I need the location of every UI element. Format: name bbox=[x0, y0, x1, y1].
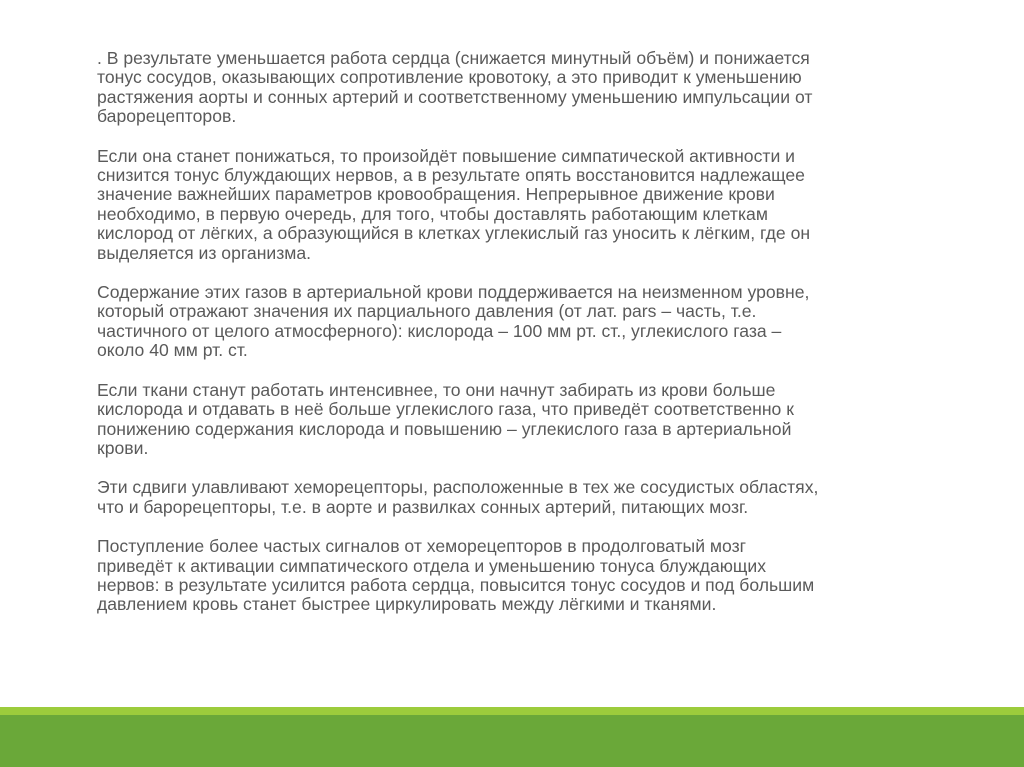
paragraph-tissue-activity: Если ткани станут работать интенсивнее, то они начнут забирать из крови больше кислорода и отдавать в неё больше углекислого газа, что приведёт соответственно к понижению содержания кислорода и повышению – углекислого газа в артериальной крови. bbox=[97, 379, 794, 458]
slide-body-text bbox=[97, 49, 957, 635]
paragraph-partial-pressure: Содержание этих газов в артериальной крови поддерживается на неизменном уровне, который отражают значения их парциального давления (от лат. pars – часть, т.е. частичного от целого атмосферного): кислорода – 100 мм рт. ст., углекислого газа – около 40 мм рт. ст. bbox=[97, 282, 810, 361]
footer-stripe-light bbox=[0, 707, 1024, 715]
paragraph-chemoreceptors: Эти сдвиги улавливают хеморецепторы, расположенные в тех же сосудистых областях, что и барорецепторы, т.е. в аорте и развилках сонных артерий, питающих мозг. bbox=[97, 477, 819, 517]
footer-bar bbox=[0, 715, 1024, 767]
paragraph-sympathetic-activity: Если она станет понижаться, то произойдёт повышение симпатической активности и снизится тонус блуждающих нервов, а в результате опять восстановится надлежащее значение важнейших параметров кровообращения. Непрерывное движение крови необходимо, в первую очередь, для того, чтобы доставлять работающим клеткам кислород от лёгких, а образующийся в клетках углекислый газ уносить к лёгким, где он выделяется из организма. bbox=[97, 145, 811, 263]
paragraph-signal-result: Поступление более частых сигналов от хеморецепторов в продолговатый мозг приведёт к активации симпатического отдела и уменьшению тонуса блуждающих нервов: в результате усилится работа сердца, повысится тонус сосудов и под большим давлением кровь станет быстрее циркулировать между лёгкими и тканями. bbox=[97, 536, 815, 615]
paragraph-baroreceptor-effect: . В результате уменьшается работа сердца (снижается минутный объём) и понижается тонус сосудов, оказывающих сопротивление кровотоку, а это приводит к уменьшению растяжения аорты и сонных артерий и соответственному уменьшению импульсации от барорецепторов. bbox=[97, 48, 813, 127]
